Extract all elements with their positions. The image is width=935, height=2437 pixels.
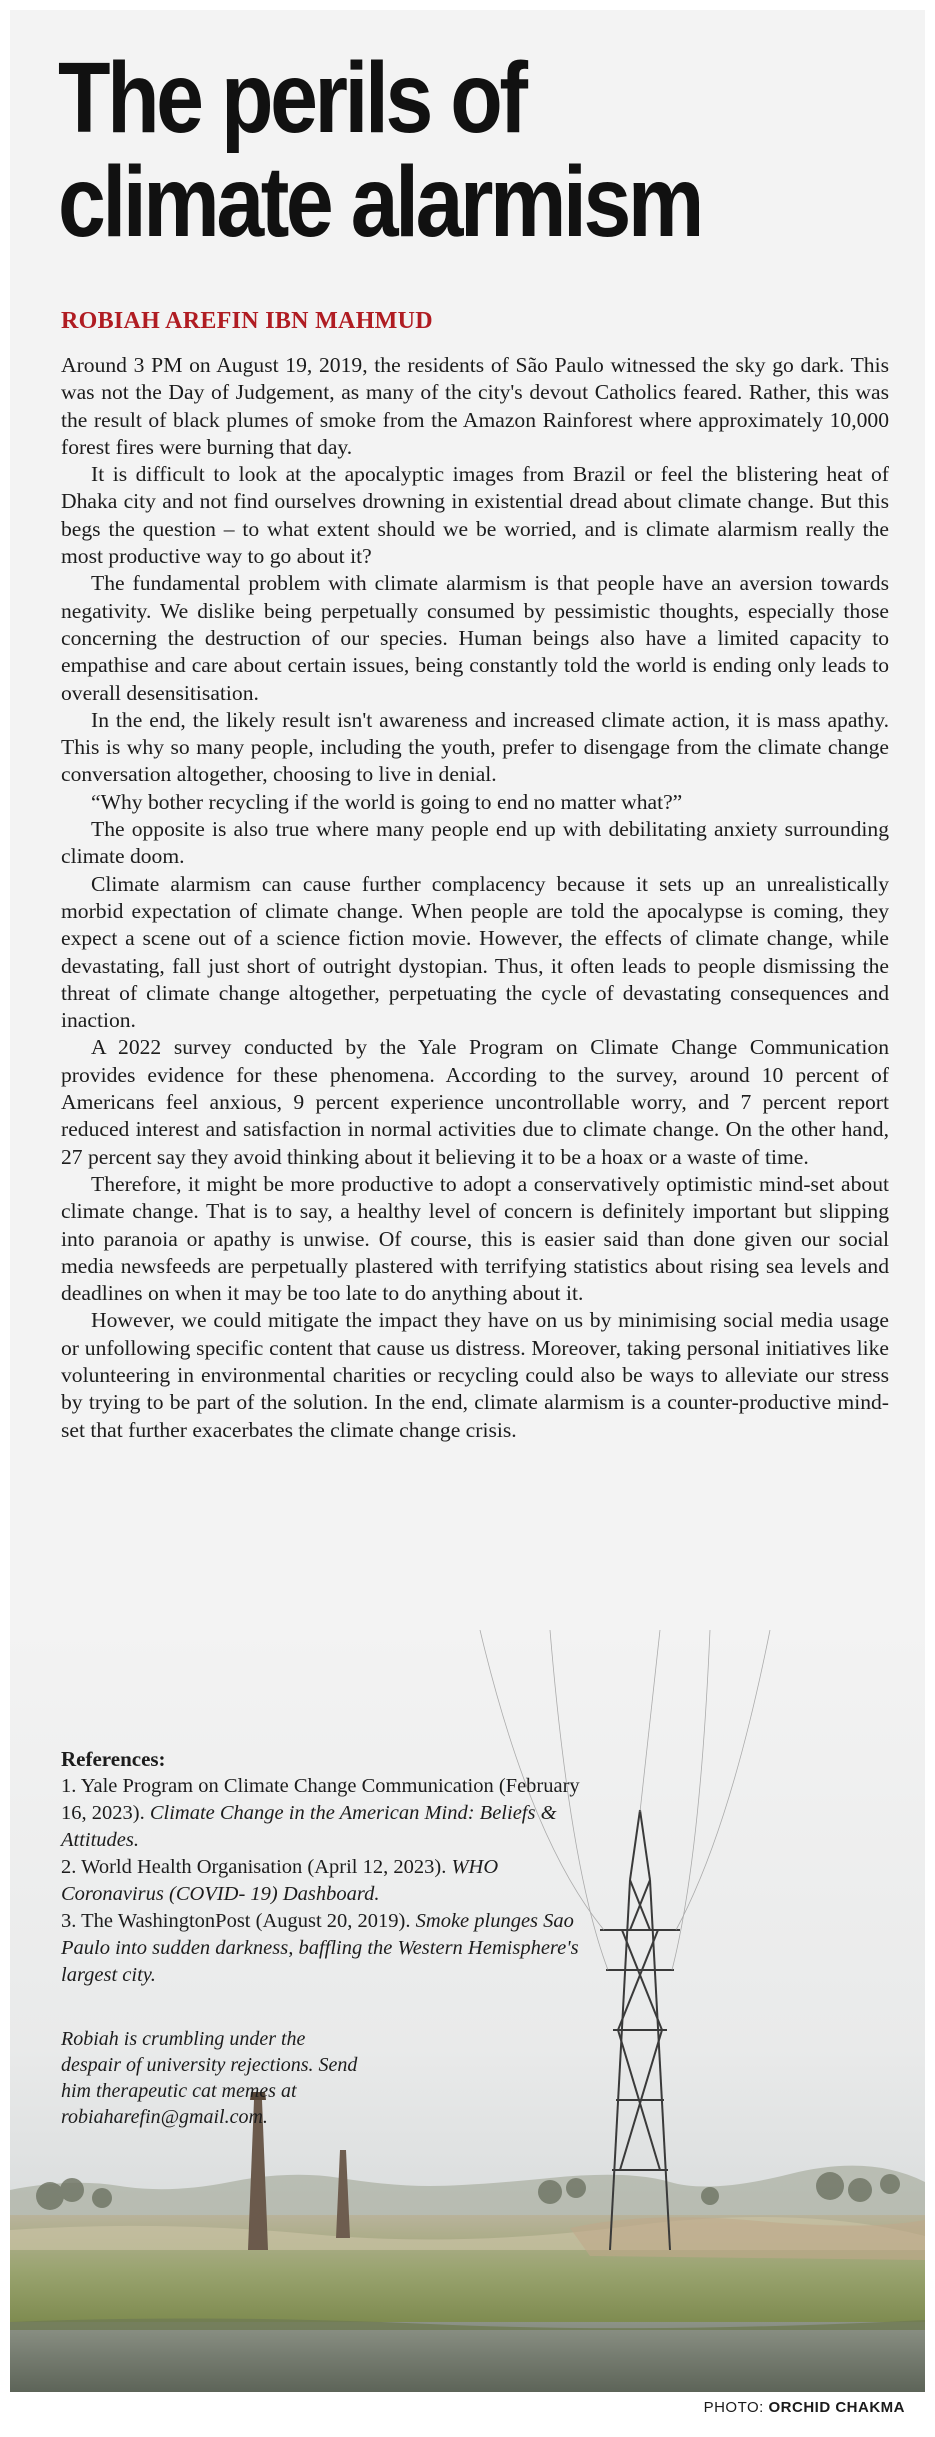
reference-item	[61, 1908, 601, 1989]
paragraph: A 2022 survey conducted by the Yale Program on Climate Change Communication provides evidence for these phenomena. According to the survey, around 10 percent of Americans feel anxious, 9 percent experience uncontrollable worry, and 7 percent report reduced interest and satisfaction in normal activities due to climate change. On the other hand, 27 percent say they avoid thinking about it believing it to be a hoax or a waste of time.	[61, 1035, 889, 1169]
article-panel	[10, 10, 925, 2392]
author-note: Robiah is crumbling under the despair of university rejections. Send him therapeutic cat memes at robiaharefin@gmail.com.	[61, 2028, 358, 2128]
reference-title: Climate Change in the American Mind: Beliefs & Attitudes.	[61, 1802, 557, 1851]
references	[61, 1746, 601, 1989]
article-body	[61, 352, 889, 1444]
references-heading: References:	[61, 1747, 166, 1771]
paragraph: Climate alarmism can cause further complacency because it sets up an unrealistically morbid expectation of climate change. When people are told the apocalypse is coming, they expect a scene out of a science fiction movie. However, the effects of climate change, while devastating, fall just short of outright dystopian. Thus, it often leads to people dismissing the threat of climate change altogether, perpetuating the cycle of devastating consequences and inaction.	[61, 871, 889, 1033]
paragraph: The opposite is also true where many people end up with debilitating anxiety surrounding climate doom.	[61, 817, 889, 869]
reference-source: 3. The WashingtonPost (August 20, 2019).	[61, 1910, 411, 1932]
paragraph: In the end, the likely result isn't awareness and increased climate action, it is mass apathy. This is why so many people, including the youth, prefer to disengage from the climate change conversation altogether, choosing to live in denial.	[61, 707, 889, 787]
photo-credit-name: ORCHID CHAKMA	[768, 2399, 905, 2416]
reference-source: 1. Yale Program on Climate Change Communication (February 16, 2023).	[61, 1775, 580, 1824]
reference-item	[61, 1854, 601, 1908]
paragraph: The fundamental problem with climate alarmism is that people have an aversion towards negativity. We dislike being perpetually consumed by pessimistic thoughts, especially those concerning the destruction of our species. Human beings also have a limited capacity to empathise and care about certain issues, being constantly told the world is ending only leads to overall desensitisation.	[61, 571, 889, 705]
photo-credit	[704, 2399, 905, 2416]
photo-credit-label: PHOTO:	[703, 2399, 764, 2416]
paragraph: However, we could mitigate the impact they have on us by minimising social media usage or unfollowing specific content that cause us distress. Moreover, taking personal initiatives like volunteering in environmental charities or recycling could also be ways to alleviate our stress by trying to be part of the solution. In the end, climate alarmism is a counter-productive mind-set that further exacerbates the climate change crisis.	[61, 1308, 889, 1442]
byline: ROBIAH AREFIN IBN MAHMUD	[61, 308, 433, 334]
reference-title: WHO Coronavirus (COVID- 19) Dashboard.	[61, 1856, 499, 1905]
reference-title: Smoke plunges Sao Paulo into sudden darkness, baffling the Western Hemisphere's largest city.	[61, 1910, 579, 1986]
paragraph: Therefore, it might be more productive to adopt a conservatively optimistic mind-set about climate change. That is to say, a healthy level of concern is definitely important but slipping into paranoia or apathy is unwise. Of course, this is easier said than done given our social media newsfeeds are perpetually plastered with terrifying statistics about rising sea levels and deadlines on when it may be too late to do anything about it.	[61, 1171, 889, 1306]
paragraph: Around 3 PM on August 19, 2019, the residents of São Paulo witnessed the sky go dark. This was not the Day of Judgement, as many of the city's devout Catholics feared. Rather, this was the result of black plumes of smoke from the Amazon Rainforest where approximately 10,000 forest fires were burning that day.	[61, 353, 889, 459]
reference-source: 2. World Health Organisation (April 12, 2023).	[61, 1856, 447, 1878]
paragraph: It is difficult to look at the apocalyptic images from Brazil or feel the blistering heat of Dhaka city and not find ourselves drowning in existential dread about climate change. But this begs the question – to what extent should we be worried, and is climate alarmism really the most productive way to go about it?	[61, 462, 889, 569]
headline: The perils of climate alarmism	[58, 42, 701, 258]
landscape-photo	[10, 1630, 925, 2392]
pull-quote: “Why bother recycling if the world is going to end no matter what?”	[91, 789, 683, 814]
reference-item	[61, 1773, 601, 1854]
